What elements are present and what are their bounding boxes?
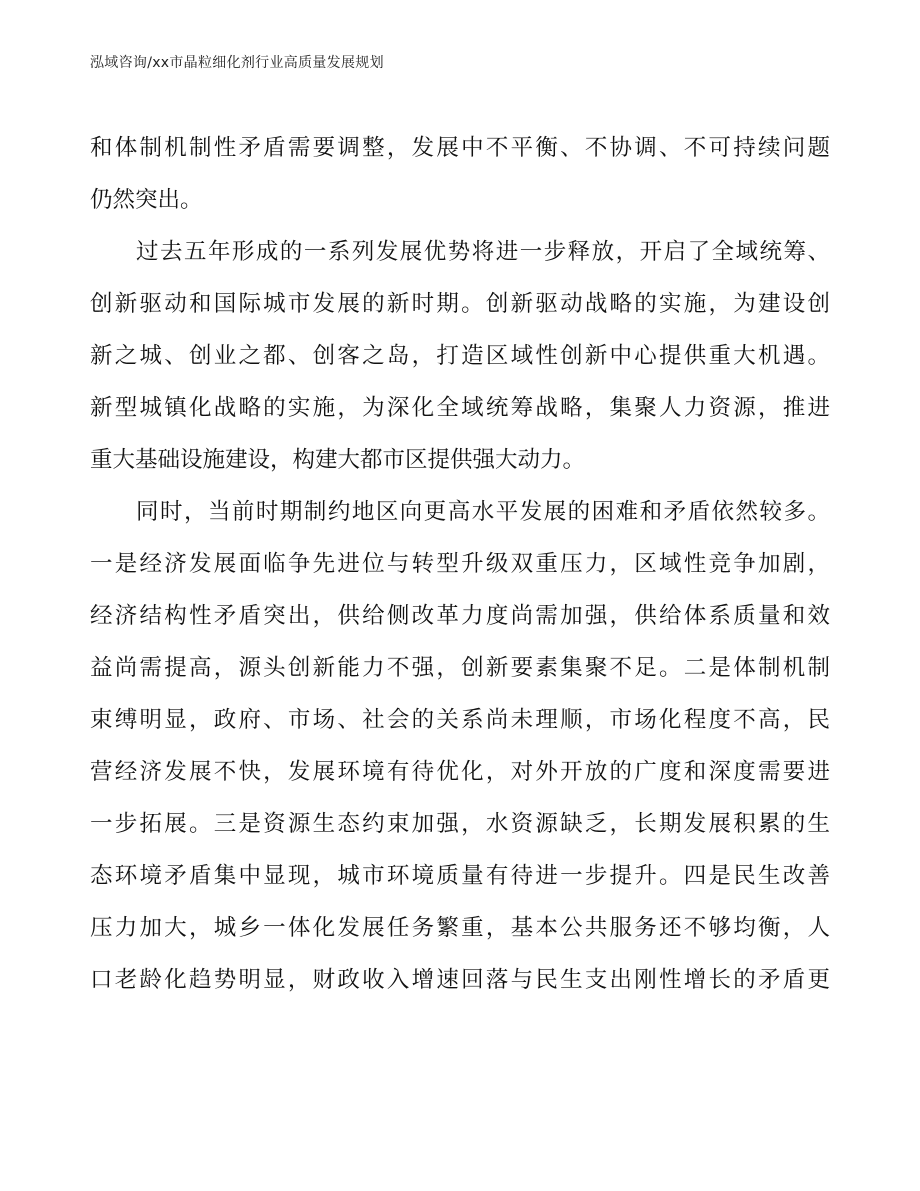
text-line: 和体制机制性矛盾需要调整，发展中不平衡、不协调、不可持续问题 (90, 135, 830, 161)
text-line: 束缚明显，政府、市场、社会的关系尚未理顺，市场化程度不高，民 (90, 707, 830, 733)
text-line: 重大基础设施建设，构建大都市区提供强大动力。 (90, 447, 586, 473)
paragraph-first-line: 过去五年形成的一系列发展优势将进一步释放，开启了全域统筹、 (136, 239, 830, 265)
text-line: 营经济发展不快，发展环境有待优化，对外开放的广度和深度需要进 (90, 759, 830, 785)
text-line: 新型城镇化战略的实施，为深化全域统筹战略，集聚人力资源，推进 (90, 395, 830, 421)
running-header: 泓域咨询/xx市晶粒细化剂行业高质量发展规划 (90, 55, 384, 71)
text-line: 仍然突出。 (90, 187, 203, 213)
body-text (90, 122, 830, 1006)
text-line: 口老龄化趋势明显，财政收入增速回落与民生支出刚性增长的矛盾更 (90, 967, 830, 993)
text-line: 新之城、创业之都、创客之岛，打造区域性创新中心提供重大机遇。 (90, 343, 830, 369)
text-line: 一步拓展。三是资源生态约束加强，水资源缺乏，长期发展积累的生 (90, 811, 830, 837)
paragraph-first-line: 同时，当前时期制约地区向更高水平发展的困难和矛盾依然较多。 (136, 499, 830, 525)
text-line: 一是经济发展面临争先进位与转型升级双重压力，区域性竞争加剧， (90, 551, 830, 577)
text-line: 益尚需提高，源头创新能力不强，创新要素集聚不足。二是体制机制 (90, 655, 830, 681)
text-line: 经济结构性矛盾突出，供给侧改革力度尚需加强，供给体系质量和效 (90, 603, 830, 629)
text-line: 压力加大，城乡一体化发展任务繁重，基本公共服务还不够均衡，人 (90, 915, 830, 941)
text-line: 创新驱动和国际城市发展的新时期。创新驱动战略的实施，为建设创 (90, 291, 830, 317)
text-line: 态环境矛盾集中显现，城市环境质量有待进一步提升。四是民生改善 (90, 863, 830, 889)
